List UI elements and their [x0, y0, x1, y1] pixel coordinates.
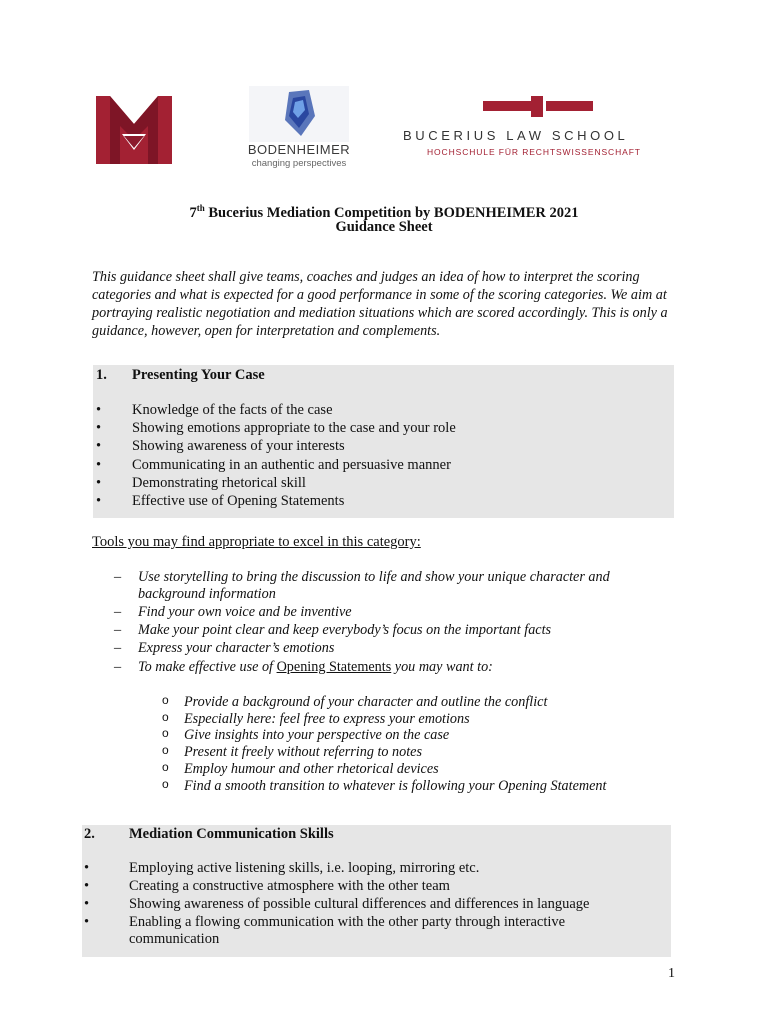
title-ordinal-number: 7 [189, 204, 197, 221]
section-2-number: 2. [84, 826, 95, 842]
bucerius-name: BUCERIUS LAW SCHOOL [403, 128, 629, 143]
section-1-box [93, 365, 674, 518]
logo-bar-left [483, 101, 533, 111]
iceberg-icon [281, 90, 321, 138]
bullet-text: Showing emotions appropriate to the case and your role [132, 420, 456, 436]
page-number: 1 [668, 966, 675, 981]
bullet-mark: • [96, 493, 102, 509]
sub-item-text: Give insights into your perspective on the case [184, 727, 450, 743]
bullet-mark: • [96, 438, 102, 454]
circle-mark: o [162, 777, 169, 791]
bodenheimer-logo [243, 86, 355, 170]
bullet-text: Creating a constructive atmosphere with the other team [129, 878, 450, 894]
dash-mark: – [114, 604, 122, 620]
bullet-mark: • [84, 914, 90, 930]
bullet-text: Demonstrating rhetorical skill [132, 475, 306, 491]
bucerius-subtitle: HOCHSCHULE FÜR RECHTSWISSENSCHAFT [427, 147, 641, 157]
opening-statements-link: Opening Statements [276, 659, 392, 675]
circle-mark: o [162, 726, 169, 740]
title-ordinal-suffix: th [196, 203, 205, 213]
bullet-mark: • [96, 457, 102, 473]
tool-item [114, 622, 678, 639]
tool-item [114, 569, 678, 603]
sub-item [162, 693, 548, 711]
dash-mark: – [114, 640, 122, 656]
sub-item [162, 726, 450, 744]
logo-bar-center [531, 96, 543, 117]
intro-paragraph: This guidance sheet shall give teams, coaches and judges an idea of how to interpret the scoring categories and what is expected for a good performance in some of the scoring categories. We aim at portraying realistic negotiation and mediation situations which are scored accordingly. This is only a guidance, however, open for interpretation and complements. [92, 269, 668, 339]
tool-item-text: Make your point clear and keep everybody’s focus on the important facts [138, 622, 552, 638]
tool-item-text: Express your character’s emotions [138, 640, 335, 656]
tool-item-text: Find your own voice and be inventive [138, 604, 352, 620]
section-2-heading: Mediation Communication Skills [129, 826, 334, 842]
opening-prefix: To make effective use of [138, 659, 277, 675]
bullet-text: Communicating in an authentic and persuasive manner [132, 457, 451, 473]
sub-item-text: Find a smooth transition to whatever is following your Opening Statement [184, 778, 607, 794]
sub-item-text: Employ humour and other rhetorical devices [184, 761, 439, 777]
tool-item-opening [114, 659, 678, 676]
bullet-text: Showing awareness of your interests [132, 438, 345, 454]
bullet-text: Employing active listening skills, i.e. looping, mirroring etc. [129, 860, 480, 876]
sub-item [162, 760, 439, 778]
bullet-text: Effective use of Opening Statements [132, 493, 345, 509]
mediation-logo [96, 96, 172, 164]
tools-heading: Tools you may find appropriate to excel in this category: [92, 534, 421, 550]
section-1-heading: Presenting Your Case [132, 367, 265, 383]
sub-item-text: Present it freely without referring to notes [184, 744, 422, 760]
bucerius-logo [403, 96, 675, 162]
sub-item-text: Especially here: feel free to express your emotions [184, 711, 470, 727]
bullet-text: Knowledge of the facts of the case [132, 402, 333, 418]
bullet-mark: • [96, 402, 102, 418]
tool-item-text: Use storytelling to bring the discussion to life and show your unique character and background information [138, 569, 610, 602]
document-subtitle: Guidance Sheet [335, 219, 433, 235]
opening-suffix: you may want to: [391, 659, 493, 675]
sub-item [162, 777, 607, 795]
circle-mark: o [162, 693, 169, 707]
dash-mark: – [114, 622, 122, 638]
bullet-mark: • [96, 475, 102, 491]
section-2-box [82, 825, 671, 957]
bullet-mark: • [96, 420, 102, 436]
circle-mark: o [162, 760, 169, 774]
dash-mark: – [114, 569, 122, 585]
dash-mark: – [114, 659, 122, 675]
title-line-1: Bucerius Mediation Competition by BODENHEIMER 2021 [204, 204, 579, 221]
bullet-text: Enabling a flowing communication with the other party through interactive communication [129, 914, 566, 947]
section-1-number: 1. [96, 367, 107, 383]
sub-item [162, 743, 422, 761]
bullet-text: Showing awareness of possible cultural differences and differences in language [129, 896, 590, 912]
bodenheimer-name: BODENHEIMER [247, 142, 351, 157]
tool-item [114, 604, 678, 621]
sub-item [162, 710, 470, 728]
bodenheimer-tagline: changing perspectives [251, 158, 347, 169]
circle-mark: o [162, 743, 169, 757]
circle-mark: o [162, 710, 169, 724]
bullet-mark: • [84, 860, 90, 876]
bullet-mark: • [84, 896, 90, 912]
tool-item [114, 640, 678, 657]
sub-item-text: Provide a background of your character and outline the conflict [184, 694, 548, 710]
bullet-mark: • [84, 878, 90, 894]
logo-bar-right [546, 101, 593, 111]
